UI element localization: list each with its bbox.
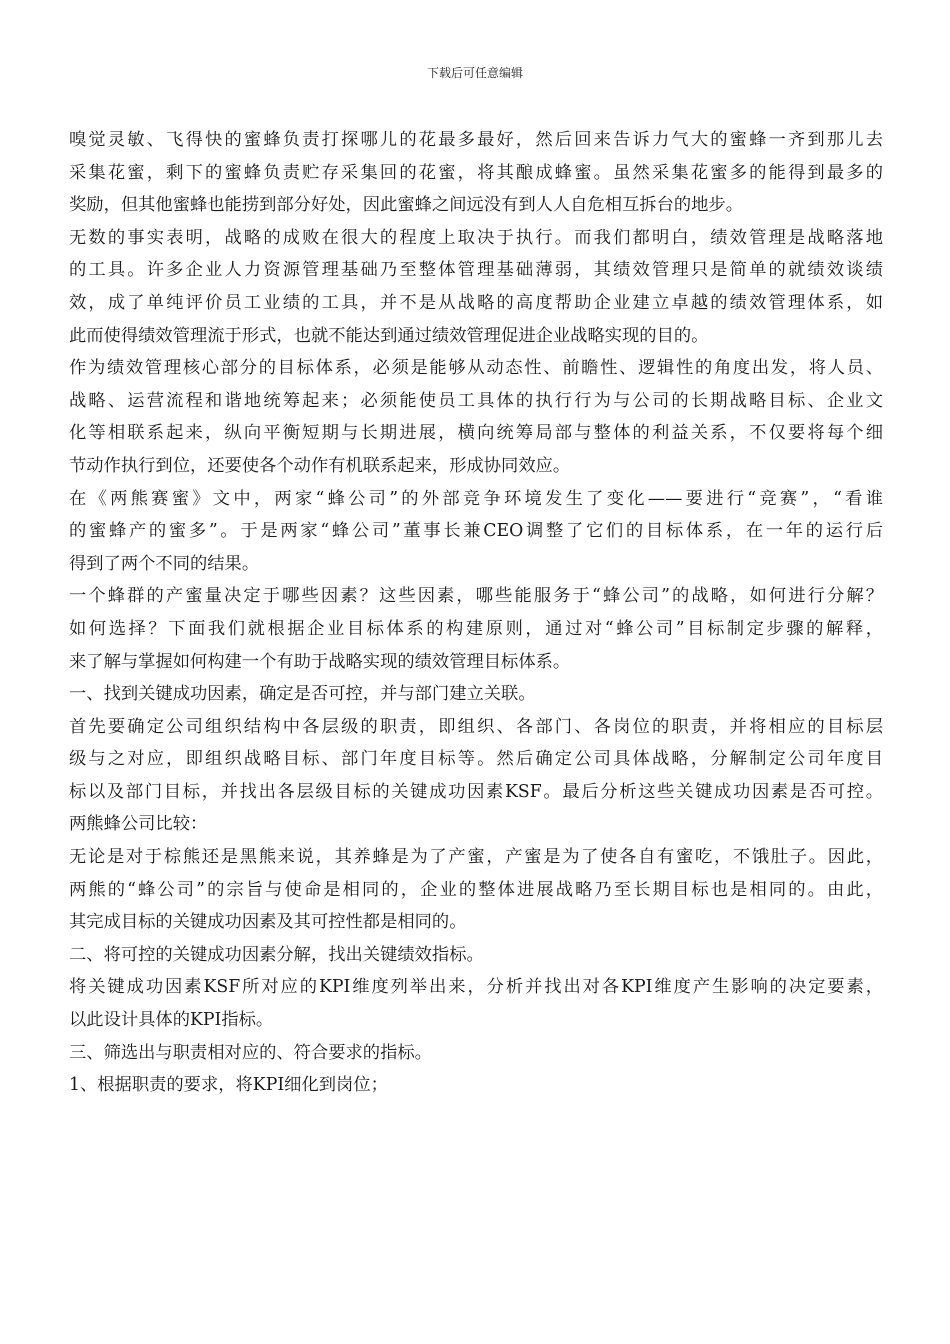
text-line: 化等相联系起来，纵向平衡短期与长期进展，横向统筹局部与整体的利益关系，不仅要将每个细 <box>69 423 883 444</box>
text-line: 二、将可控的关键成功因素分解，找出关键绩效指标。 <box>69 944 484 965</box>
text-line: 采集花蜜，剩下的蜜蜂负责贮存采集回的花蜜，将其酿成蜂蜜。虽然采集花蜜多的能得到最多的 <box>69 162 883 183</box>
text-line: 无数的事实表明，战略的成败在很大的程度上取决于执行。而我们都明白，绩效管理是战略落地 <box>69 227 883 248</box>
text-line: 如何选择？下面我们就根据企业目标体系的构建原则，通过对“蜂公司”目标制定步骤的解释， <box>69 618 883 639</box>
text-line: 在《两熊赛蜜》文中，两家“蜂公司”的外部竞争环境发生了变化——要进行“竞赛”，“看谁 <box>69 488 883 509</box>
text-line: 将关键成功因素KSF所对应的KPI维度列举出来，分析并找出对各KPI维度产生影响的决定要素， <box>69 977 883 998</box>
page-header: 下载后可任意编辑 <box>426 66 523 80</box>
text-line: 无论是对于棕熊还是黑熊来说，其养蜂是为了产蜜，产蜜是为了使各自有蜜吃，不饿肚子。因此， <box>69 847 883 868</box>
text-line: 嗅觉灵敏、飞得快的蜜蜂负责打探哪儿的花最多最好，然后回来告诉力气大的蜜蜂一齐到那儿去 <box>69 130 883 150</box>
text-line: 得到了两个不同的结果。 <box>69 553 260 574</box>
text-line: 级与之对应，即组织战略目标、部门年度目标等。然后确定公司具体战略，分解制定公司年度目 <box>69 749 883 770</box>
text-line: 此而使得绩效管理流于形式，也就不能达到通过绩效管理促进企业战略实现的目的。 <box>69 325 709 346</box>
text-line: 节动作执行到位，还要使各个动作有机联系起来，形成协同效应。 <box>69 455 571 476</box>
text-line: 首先要确定公司组织结构中各层级的职责，即组织、各部门、各岗位的职责，并将相应的目标层 <box>69 716 883 737</box>
text-line: 战略、运营流程和谐地统筹起来；必须能使员工具体的执行行为与公司的长期战略目标、企业文 <box>69 390 883 411</box>
text-line: 一、找到关键成功因素，确定是否可控，并与部门建立关联。 <box>69 684 536 705</box>
text-line: 的蜜蜂产的蜜多”。于是两家“蜂公司”董事长兼CEO调整了它们的目标体系，在一年的运行后 <box>69 521 883 542</box>
text-line: 来了解与掌握如何构建一个有助于战略实现的绩效管理目标体系。 <box>69 651 571 672</box>
text-line: 以此设计具体的KPI指标。 <box>69 1010 274 1031</box>
text-line: 效，成了单纯评价员工业绩的工具，并不是从战略的高度帮助企业建立卓越的绩效管理体系，如 <box>69 292 883 313</box>
text-line: 的工具。许多企业人力资源管理基础乃至整体管理基础薄弱，其绩效管理只是简单的就绩效谈绩 <box>69 260 883 281</box>
text-line: 两熊蜂公司比较： <box>69 814 208 835</box>
text-line: 两熊的“蜂公司”的宗旨与使命是相同的，企业的整体进展战略乃至长期目标也是相同的。由此， <box>69 879 883 900</box>
text-line: 1、根据职责的要求，将KPI细化到岗位； <box>69 1075 388 1096</box>
text-line: 奖励，但其他蜜蜂也能捞到部分好处，因此蜜蜂之间远没有到人人自危相互拆台的地步。 <box>69 195 743 216</box>
text-line: 作为绩效管理核心部分的目标体系，必须是能够从动态性、前瞻性、逻辑性的角度出发，将人员、 <box>69 358 883 379</box>
text-line: 三、筛选出与职责相对应的、符合要求的指标。 <box>69 1042 432 1063</box>
text-line: 标以及部门目标，并找出各层级目标的关键成功因素KSF。最后分析这些关键成功因素是否可控。 <box>69 781 883 802</box>
document-body <box>69 124 883 1102</box>
text-line: 一个蜂群的产蜜量决定于哪些因素？这些因素，哪些能服务于“蜂公司”的战略，如何进行分解？ <box>69 586 883 607</box>
text-line: 其完成目标的关键成功因素及其可控性都是相同的。 <box>69 912 467 933</box>
